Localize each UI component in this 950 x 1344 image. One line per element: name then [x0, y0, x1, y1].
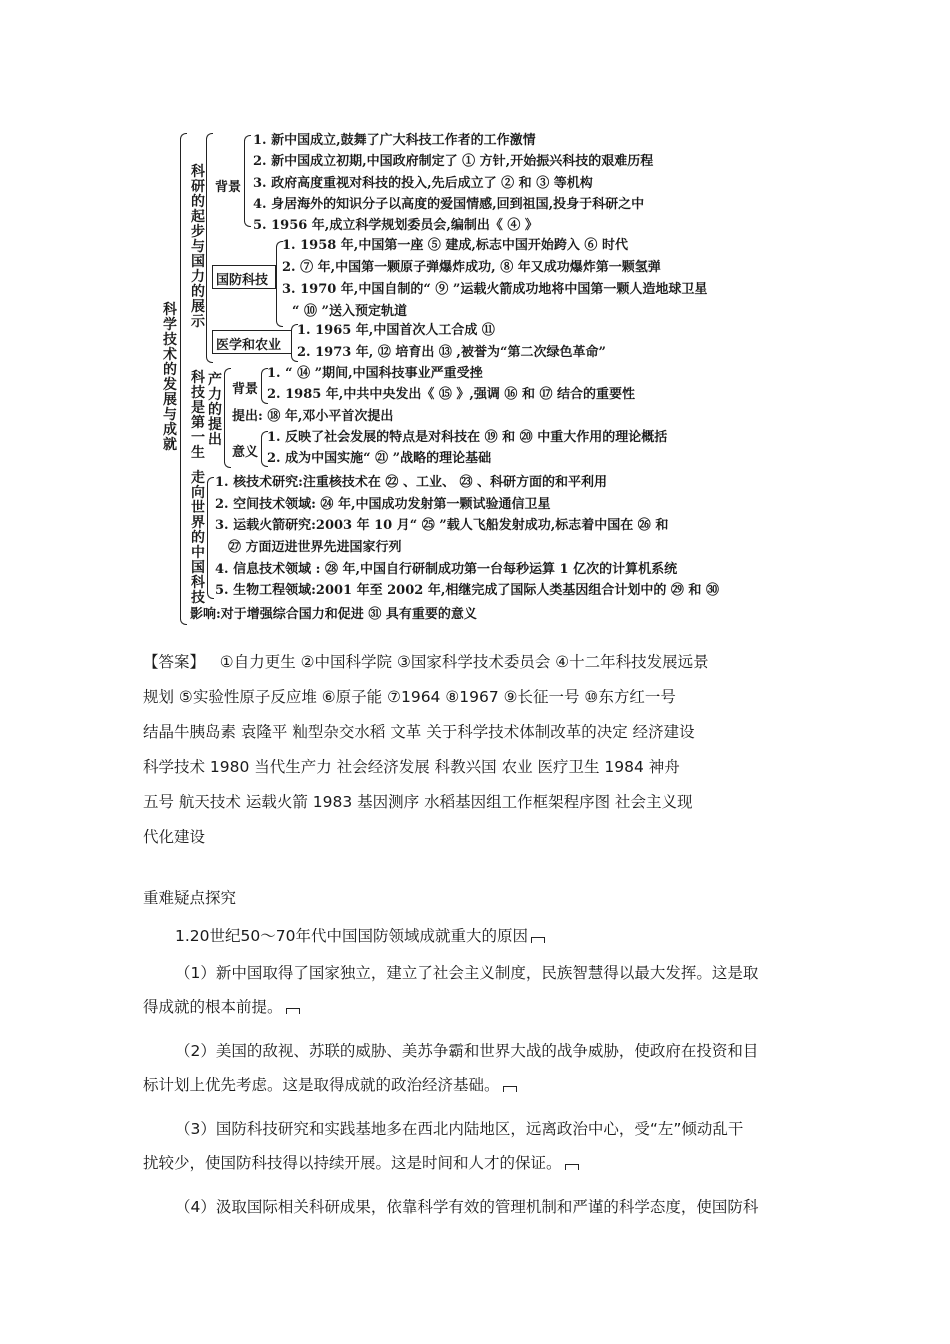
section1-label: 科研的起步与国力的展示: [191, 164, 205, 330]
s2-bg-line: 2. 1985 年,中共中央发出《 ⑮ 》,强调 ⑯ 和 ⑰ 结合的重要性: [267, 387, 636, 402]
s1-background-label: 背景: [215, 180, 242, 195]
s1-bg-line: 3. 政府高度重视对科技的投入,先后成立了 ② 和 ③ 等机构: [253, 176, 593, 191]
answer-line: 代化建设: [143, 828, 206, 846]
question-1-text: 1.20世纪50～70年代中国国防领域成就重大的原因: [175, 927, 528, 945]
s3-line: 5. 生物工程领域:2001 年至 2002 年,相继完成了国际人类基因组合计划中的 ㉙ 和 ㉚: [215, 583, 719, 598]
para-1-line: 得成就的根本前提。: [143, 990, 808, 1024]
s2-sig-line: 2. 成为中国实施“ ㉑ ”战略的理论基础: [267, 451, 492, 466]
para-1-line: （1）新中国取得了国家独立，建立了社会主义制度，民族智慧得以最大发挥。这是取: [175, 964, 759, 982]
s1-med-line: 1. 1965 年,中国首次人工合成 ⑪: [297, 323, 495, 338]
section3-label: 走向世界的中国科技: [191, 470, 205, 606]
para-3: [143, 1112, 808, 1180]
section1-brace: [206, 133, 213, 363]
s1-med-label: 医学和农业: [216, 338, 282, 353]
s1-defense-line: 3. 1970 年,中国自制的“ ⑨ ”运载火箭成功地将中国第一颗人造地球卫星: [282, 282, 708, 297]
root-label: 科学技术的发展与成就: [163, 302, 177, 453]
para-1: [143, 956, 808, 1024]
s1-background-brace: [244, 135, 251, 227]
answer-text: ①自力更生 ②中国科学院 ③国家科学技术委员会 ④十二年科技发展远景: [219, 653, 709, 671]
edit-mark-icon: [286, 1008, 300, 1014]
section2-sublabel: 产力的提出: [208, 372, 222, 448]
para-2: [143, 1034, 808, 1102]
para-4-line: （4）汲取国际相关科研成果，依靠科学有效的管理机制和严谨的科学态度，使国防科: [175, 1198, 759, 1216]
s2-bg-line: 1. “ ⑭ ”期间,中国科技事业严重受挫: [267, 366, 483, 381]
s1-defense-line: 1. 1958 年,中国第一座 ⑤ 建成,标志中国开始跨入 ⑥ 时代: [282, 238, 628, 253]
s1-bg-line: 2. 新中国成立初期,中国政府制定了 ① 方针,开始振兴科技的艰难历程: [253, 154, 654, 169]
s3-line: 2. 空间技术领域: ㉔ 年,中国成功发射第一颗试验通信卫星: [215, 497, 551, 512]
section3-brace: [207, 477, 214, 599]
s1-bg-line: 1. 新中国成立,鼓舞了广大科技工作者的工作激情: [253, 133, 536, 148]
answer-line: 结晶牛胰岛素 袁隆平 籼型杂交水稻 文革 关于科学技术体制改革的决定 经济建设: [143, 723, 695, 741]
edit-mark-icon: [503, 1086, 517, 1092]
section-title: 重难疑点探究: [143, 889, 237, 907]
answer-line: 五号 航天技术 运载火箭 1983 基因测序 水稻基因组工作框架程序图 社会主义现: [143, 793, 693, 811]
s3-line: 4. 信息技术领域 : ㉘ 年,中国自行研制成功第一台每秒运算 1 亿次的计算机系统: [215, 562, 678, 577]
para-4: [143, 1190, 808, 1224]
s1-med-line: 2. 1973 年, ⑫ 培育出 ⑬ ,被誉为“第二次绿色革命”: [297, 345, 606, 360]
s2-background-label: 背景: [232, 382, 259, 397]
question-1: [175, 924, 545, 946]
answer-label: 【答案】: [143, 653, 206, 671]
answer-block: [143, 645, 808, 855]
para-3-line: 扰较少，使国防科技得以持续开展。这是时间和人才的保证。: [143, 1146, 808, 1180]
s3-line: ㉗ 方面迈进世界先进国家行列: [228, 540, 402, 555]
s3-line: 3. 运载火箭研究:2003 年 10 月“ ㉕ ”载人飞船发射成功,标志着中国在 ㉖ 和: [215, 518, 669, 533]
s1-bg-line: 5. 1956 年,成立科学规划委员会,编制出《 ④ 》: [253, 218, 538, 233]
s2-raise-line: 提出: ⑱ 年,邓小平首次提出: [232, 409, 394, 424]
para-2-line: 标计划上优先考虑。这是取得成就的政治经济基础。: [143, 1068, 808, 1102]
s1-bg-line: 4. 身居海外的知识分子以高度的爱国情感,回到祖国,投身于科研之中: [253, 197, 645, 212]
s1-defense-label: 国防科技: [216, 273, 269, 288]
s2-significance-label: 意义: [232, 445, 259, 460]
answer-line: 规划 ⑤实验性原子反应堆 ⑥原子能 ⑦1964 ⑧1967 ⑨长征一号 ⑩东方红一号: [143, 688, 676, 706]
s3-line: 1. 核技术研究:注重核技术在 ㉒ 、工业、 ㉓ 、科研方面的和平利用: [215, 475, 607, 490]
impact-line: 影响:对于增强综合国力和促进 ㉛ 具有重要的意义: [190, 607, 477, 622]
section2-brace: [224, 368, 231, 468]
answer-line: 科学技术 1980 当代生产力 社会经济发展 科教兴国 农业 医疗卫生 1984 神舟: [143, 758, 680, 776]
section2-label: 科技是第一生: [191, 370, 205, 461]
root-brace: [180, 133, 187, 625]
s2-sig-line: 1. 反映了社会发展的特点是对科技在 ⑲ 和 ⑳ 中重大作用的理论概括: [267, 430, 668, 445]
s1-defense-line: 2. ⑦ 年,中国第一颗原子弹爆炸成功, ⑧ 年又成功爆炸第一颗氢弹: [282, 260, 661, 275]
concept-diagram: [160, 125, 810, 630]
s1-defense-line: “ ⑩ ”送入预定轨道: [292, 304, 408, 319]
para-3-line: （3）国防科技研究和实践基地多在西北内陆地区，远离政治中心，受“左”倾动乱干: [175, 1120, 744, 1138]
edit-mark-icon: [565, 1164, 579, 1170]
answer-line-1: [143, 645, 808, 680]
para-2-line: （2）美国的敌视、苏联的威胁、美苏争霸和世界大战的战争威胁，使政府在投资和目: [175, 1042, 759, 1060]
edit-mark-icon: [531, 937, 545, 943]
